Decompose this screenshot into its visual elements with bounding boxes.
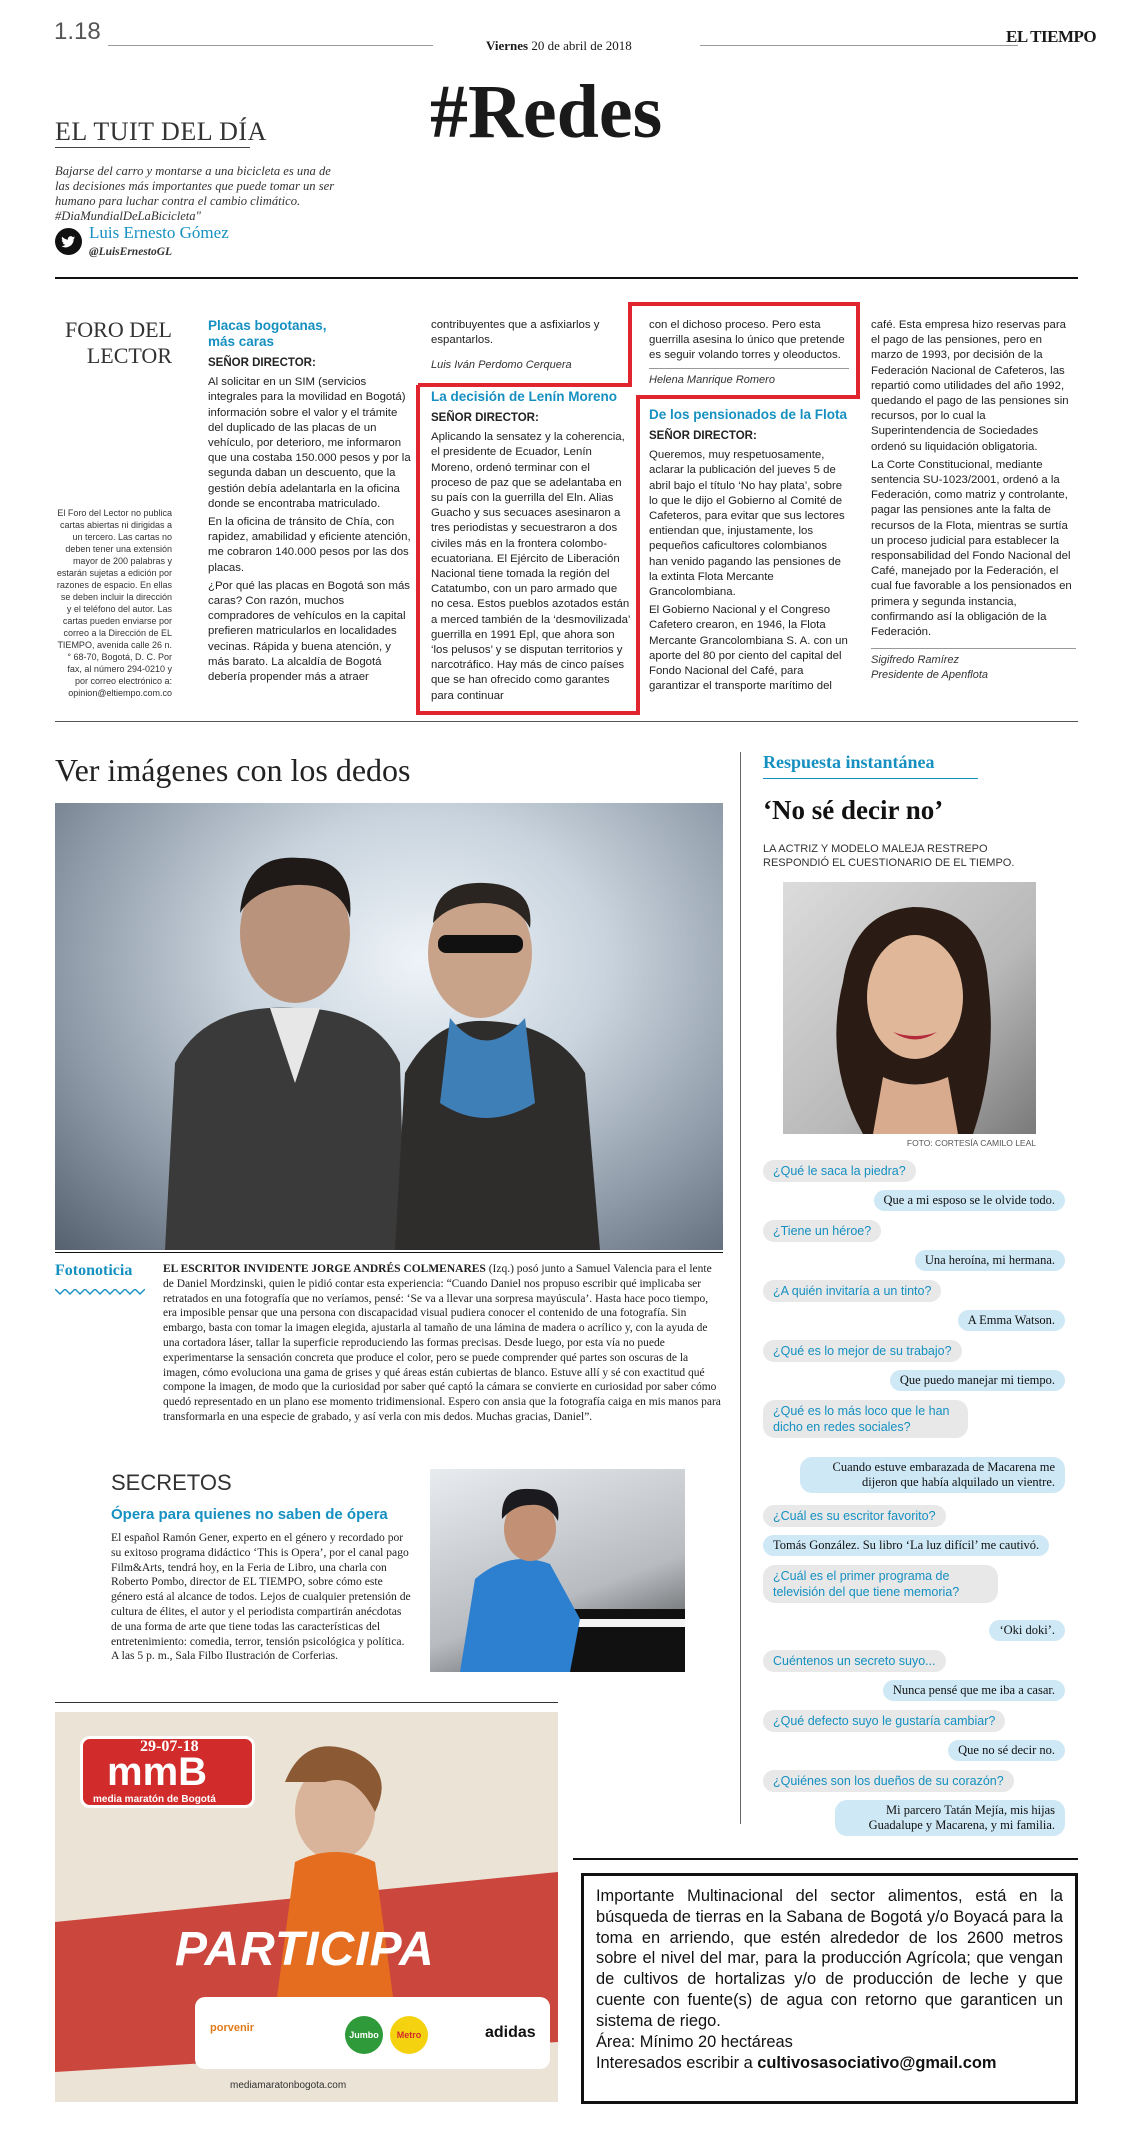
qa-question: ¿Cuál es el primer programa de televisión del que tiene memoria?: [763, 1565, 998, 1603]
qa-question: ¿Qué es lo más loco que le han dicho en redes sociales?: [763, 1400, 968, 1438]
letter-lenin: [431, 389, 631, 707]
paragraph: La Corte Constitucional, mediante sentencia SU-1023/2001, ordenó a la Federación, como matriz y controlante, pagar las pensiones ante la falta de recursos de la Flota, mientras se surtía un proceso judicial para establecer la responsabilidad del Fondo Nacional del Café, manejado por la Federación, el cual fue favorable a los pensionados en primera y segunda instancia, confirmando así la obligación de la Federación.: [871, 458, 1072, 639]
secretos-title: Ópera para quienes no saben de ópera: [111, 1506, 388, 1523]
mmb-logo: mmB: [107, 1750, 208, 1794]
qa-answer: A Emma Watson.: [958, 1310, 1065, 1331]
paragraph: con el dichoso proceso. Pero esta guerrilla asesina lo único que pretende es seguir volando torres y oleoductos.: [649, 319, 845, 362]
signature: Sigifredo Ramírez: [871, 654, 960, 667]
ad-mmb[interactable]: [55, 1712, 558, 2102]
paragraph: En la oficina de tránsito de Chía, con rapidez, amabilidad y eficiente atención, me cobraron 140.000 pesos por las dos placas.: [208, 516, 411, 574]
feature-caption: [163, 1262, 723, 1425]
respuesta-photo: [783, 882, 1036, 1134]
mmb-cta[interactable]: PARTICIPA: [175, 1923, 435, 1976]
paragraph: ¿Por qué las placas en Bogotá son más caras? Con razón, muchos compradores de vehículos en la capital prefieren matricularlos en localidades vecinas. Rápida y buena atención, y más barato. La alcaldía de Bogotá debería propender más a atraer: [208, 579, 410, 684]
letter-lenin-title: La decisión de Lenín Moreno: [431, 389, 618, 404]
signature: Helena Manrique Romero: [649, 368, 849, 388]
classified-area: Área: Mínimo 20 hectáreas: [596, 2032, 793, 2051]
salutation: SEÑOR DIRECTOR:: [649, 430, 757, 442]
qa-question: ¿Cuál es su escritor favorito?: [763, 1505, 946, 1527]
respuesta-credit: FOTO: CORTESÍA CAMILO LEAL: [906, 1138, 1036, 1148]
signature-role: Presidente de Apenflota: [871, 669, 989, 682]
letter-pensionados: [649, 407, 849, 697]
respuesta-dek: LA ACTRIZ Y MODELO MALEJA RESTREPO RESPONDIÓ EL CUESTIONARIO DE EL TIEMPO.: [763, 843, 1015, 869]
classified-contact: [596, 2053, 1063, 2074]
classified-ad: [581, 1873, 1078, 2104]
paragraph: Al solicitar en un SIM (servicios integrales para la movilidad en Bogotá) información sobre el valor y el trámite del duplicado de las placas de un vehículo, por deterioro, me informaron que una costaba 150.000 pesos y por la segunda daban un descuento, que la gestión debía adelantarla en la oficina donde se encontraba matriculado.: [208, 376, 411, 510]
qa-question: ¿Qué defecto suyo le gustaría cambiar?: [763, 1710, 1005, 1732]
tuit-heading: EL TUIT DEL DÍA: [55, 117, 267, 146]
salutation: SEÑOR DIRECTOR:: [208, 357, 316, 369]
caption-lead: EL ESCRITOR INVIDENTE JORGE ANDRÉS COLMENARES: [163, 1263, 486, 1275]
tuit-handle[interactable]: @LuisErnestoGL: [89, 246, 173, 258]
paragraph: Queremos, muy respetuosamente, aclarar la publicación del jueves 5 de abril bajo el título ‘No hay plata’, sobre lo que le dijo el Gobierno al Comité de Cafeteros, para evitar que sus lectores entiendan que, injustamente, los pequeños caficultores colombianos han venido pagando las pensiones de la extinta Flota Mercante Grancolombiana.: [649, 449, 845, 599]
qa-answer: Nunca pensé que me iba a casar.: [883, 1680, 1065, 1701]
respuesta-title: ‘No sé decir no’: [763, 795, 944, 825]
paragraph: El Gobierno Nacional y el Congreso Cafetero crearon, en 1946, la Flota Mercante Grancolombiana S. A. con un aporte del 80 por ciento del capital del Fondo Nacional del Café, para garantizar el transporte marítimo del: [649, 604, 848, 693]
secretos-text: El español Ramón Gener, experto en el género y recordado por su exitoso programa didáctico ‘This is Opera’, por el canal pago Film&Arts, tendrá hoy, en la Feria de Libro, una charla con Roberto Pombo, director de EL TIEMPO, sobre cómo este género está al alcance de todos. Lejos de cualquier pretensión de cultura de élites, el autor y el periodista compartirán anécdotas de una forma de arte que tiene todas las características del entretenimiento: comedia, terror, tensión psicológica y política. A las 5 p. m., Sala Filbo Ilustración de Corferias.: [111, 1531, 411, 1663]
qa-question: Cuéntenos un secreto suyo...: [763, 1650, 946, 1672]
qa-question: ¿A quién invitaría a un tinto?: [763, 1280, 941, 1302]
letter-placas-title: Placas bogotanas, más caras: [208, 318, 327, 349]
qa-answer: ‘Oki doki’.: [989, 1620, 1065, 1641]
paragraph: contribuyentes que a asfixiarlos y espantarlos.: [431, 319, 600, 347]
contact-email[interactable]: cultivosasociativo@gmail.com: [757, 2053, 997, 2072]
signature: Luis Iván Perdomo Cerquera: [431, 359, 572, 372]
qa-answer: Mi parcero Tatán Mejía, mis hijas Guadalupe y Macarena, y mi familia.: [835, 1800, 1065, 1836]
sponsor-metro: Metro: [390, 2016, 428, 2054]
qa-question: ¿Tiene un héroe?: [763, 1220, 881, 1242]
page-date: Viernes 20 de abril de 2018: [486, 38, 632, 53]
foro-heading: FORO DEL LECTOR: [65, 317, 172, 368]
qa-answer: Que no sé decir no.: [948, 1740, 1065, 1761]
feature-photo: [55, 803, 723, 1250]
qa-answer: Tomás González. Su libro ‘La luz difícil’ me cautivó.: [763, 1535, 1049, 1556]
tuit-author: Luis Ernesto Gómez: [89, 223, 229, 242]
page-number: 1.18: [54, 18, 101, 45]
fotonoticia-label: Fotonoticia: [55, 1262, 133, 1279]
caption-text: (Izq.) posó junto a Samuel Valencia para el lente de Daniel Mordzinski, quien le pidió contar esta experiencia: “Cuando Daniel nos propuso escribir qué implicaba ser retratados en una fotografía que no veríamos, pensé: ‘Se va a llevar una sorpresa mayúscula’. Hasta hace poco tiempo, era imposible pensar que una persona con discapacidad visual pudiera conocer el contenido de una fotografía. Sin embargo, basta con tomar la imagen elegida, ajustarla al tamaño de una lámina de madera o acrílico y, con la ayuda de una cortadora láser, tallar la superficie reproduciendo las formas precisas. Desde luego, por esta vía no puede experimentarse la sensación concreta que produce el color, pero se puede comprender qué partes son oscuras de la imagen, cómo evoluciona una gama de grises y qué áreas están cubiertas de blanco. Estuve allí y sé con exactitud qué compone la imagen, de modo que la curiosidad por saber qué captó la cámara se convierte en curiosidad por saber cómo quedó representado en un plano ese momento tridimensional. Espero con ansia que la fotografía caiga en mis manos para transformarla en una especie de grabado, y así verla con mis dedos. Muchas gracias, Daniel”.: [163, 1263, 721, 1423]
sponsor-jumbo: Jumbo: [345, 2016, 383, 2054]
tuit-text: Bajarse del carro y montarse a una bicicleta es una de las decisiones más importantes que puede tomar un ser humano para luchar contra el cambio climático. #DiaMundialDeLaBicicleta": [55, 164, 335, 223]
letter-pensionados-title: De los pensionados de la Flota: [649, 407, 848, 422]
brand-logo: EL TIEMPO: [1006, 27, 1097, 46]
qa-question: ¿Qué le saca la piedra?: [763, 1160, 916, 1182]
signature-block: [871, 648, 1076, 683]
zigzag: [55, 1280, 145, 1286]
sponsor-porvenir: porvenir: [210, 2022, 255, 2034]
salutation: SEÑOR DIRECTOR:: [431, 412, 539, 424]
qa-answer: Que a mi esposo se le olvide todo.: [874, 1190, 1066, 1211]
letter-pensionados-cont: [871, 318, 1076, 684]
mmb-date: 29-07-18: [140, 1738, 199, 1755]
qa-answer: Cuando estuve embarazada de Macarena me dijeron que había alquilado un vientre.: [800, 1457, 1065, 1493]
paragraph: café. Esta empresa hizo reservas para el pago de las pensiones, pero en marzo de 1993, por decisión de la Federación Nacional de Cafeteros, las repartió como utilidades del año 1992, quedando el pago de las pensiones sin recursos, por lo cual la Superintendencia de Sociedades ordenó su liquidación obligatoria.: [871, 319, 1069, 453]
contact-prefix: Interesados escribir a: [596, 2053, 758, 2072]
qa-question: ¿Qué es lo mejor de su trabajo?: [763, 1340, 962, 1362]
feature-title: Ver imágenes con los dedos: [55, 752, 411, 788]
respuesta-section: Respuesta instantánea: [763, 752, 935, 772]
classified-text: Importante Multinacional del sector alimentos, está en la búsqueda de tierras en la Sabana de Bogotá y/o Boyacá para la toma en arriendo, que estén alrededor de los 2600 metros sobre el nivel del mar, para la producción Agrícola; que vengan de cultivos de hortalizas y/o de producción de leche y que cuente con fuente(s) de agua con retorno que garanticen un sistema de riego.: [596, 1887, 1063, 2030]
mmb-subtitle: media maratón de Bogotá: [93, 1794, 216, 1805]
mmb-url[interactable]: mediamaratonbogota.com: [230, 2080, 347, 2091]
foro-note: El Foro del Lector no publica cartas abiertas ni dirigidas a un tercero. Las cartas no deben tener una extensión mayor de 200 palabras y estarán sujetas a edición por razones de espacio. En ellas se deben incluir la dirección y el teléfono del autor. Las cartas pueden enviarse por correo a la Dirección de EL TIEMPO, avenida calle 26 n.° 68-70, Bogotá, D. C. Por fax, al número 294-0210 y por correo electrónico a: opinion@eltiempo.com.co: [56, 508, 172, 698]
sponsor-adidas: adidas: [485, 2024, 536, 2041]
secretos-heading: SECRETOS: [111, 1470, 232, 1495]
qa-list: [763, 1160, 1065, 1840]
secretos-photo: [430, 1469, 685, 1672]
paragraph: Aplicando la sensatez y la coherencia, el presidente de Ecuador, Lenín Moreno, ordenó terminar con el proceso de paz que se adelantaba en su país con la guerrilla del Eln. Alias Guacho y sus secuaces asesinaron a tres periodistas y secuestraron a dos civiles más en la frontera colombo-ecuatoriana. El Ejército de Liberación Nacional tiene tomada la región del Catatumbo, con un paro armado que no cesa. Estos pueblos azotados están a merced también de la ‘desmovilizada’ guerrilla en 1991 Epl, que ahora son ‘los pelusos’ y se disputan territorios y narcotráfico. Hay más de cinco países que se han ofrecido como garantes para continuar: [431, 431, 631, 702]
qa-answer: Una heroína, mi hermana.: [915, 1250, 1065, 1271]
qa-question: ¿Quiénes son los dueños de su corazón?: [763, 1770, 1014, 1792]
section-title: #Redes: [430, 70, 663, 154]
letter-lenin-cont: [649, 318, 849, 388]
qa-answer: Que puedo manejar mi tiempo.: [890, 1370, 1065, 1391]
